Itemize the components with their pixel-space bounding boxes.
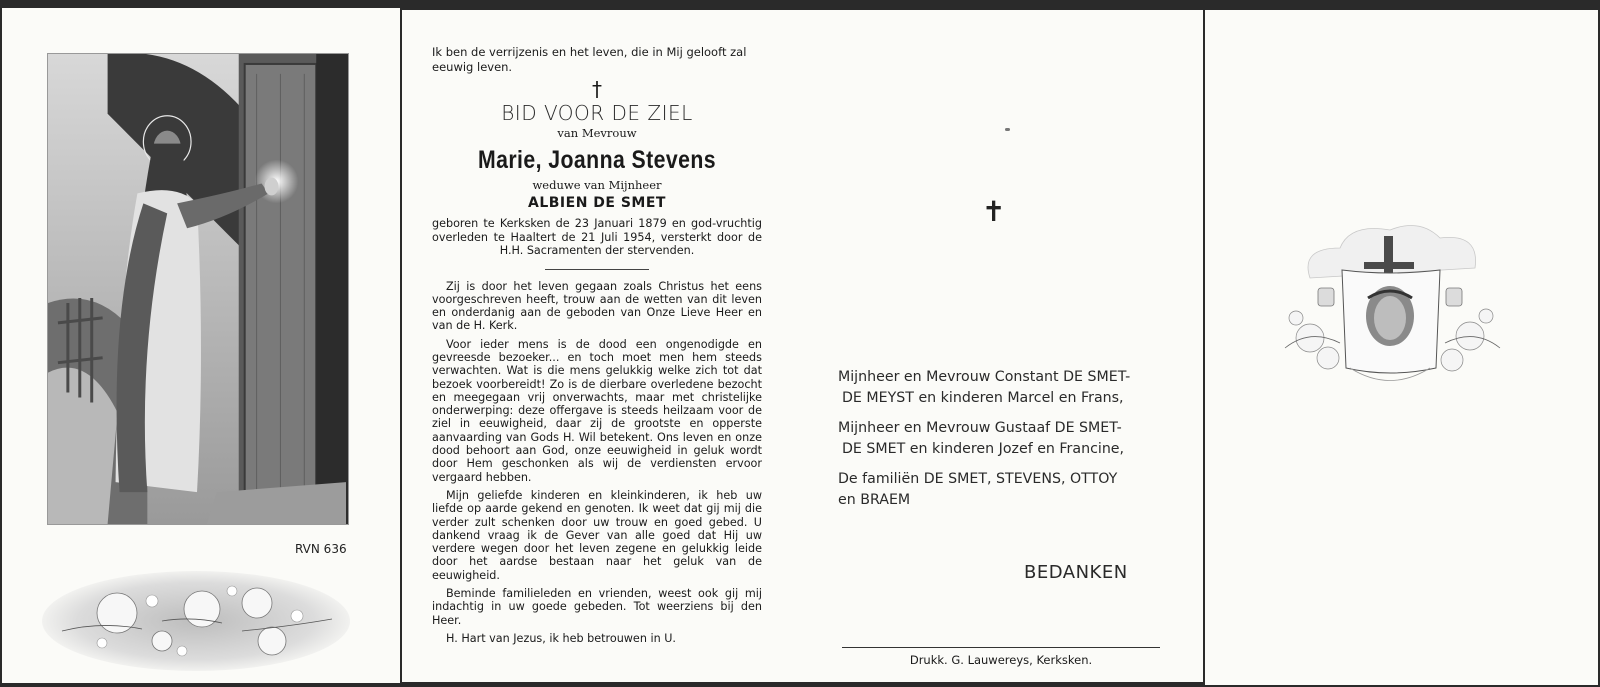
family-entry (838, 469, 1172, 511)
family-line: en BRAEM (838, 492, 911, 508)
printer-credit: Drukk. G. Lauwereys, Kerksken. (909, 653, 1093, 667)
card-text-panel (402, 10, 1203, 682)
cross-icon: † (592, 77, 602, 101)
thanks-text: BEDANKEN (1024, 562, 1128, 583)
bible-verse: Ik ben de verrijzenis en het leven, die in Mij gelooft zal eeuwig leven. (432, 45, 747, 74)
ornate-cross-icon: ✝ (982, 195, 1006, 228)
family-line: DE MEYST en kinderen Marcel en Frans, (842, 390, 1124, 406)
paragraph-1: Zij is door het leven gegaan zoals Christus het eens voorgeschreven heeft, trouw aan de wetten van dit leven en onderdanig aan de geboden van Onze Lieve Heer en van de H. Kerk. (432, 279, 762, 333)
prayer-heading: BID VOOR DE ZIEL (501, 101, 693, 125)
husband-name: ALBIEN DE SMET (528, 195, 666, 211)
image-code: RVN 636 (295, 542, 347, 556)
widow-of: weduwe van Mijnheer (532, 178, 662, 192)
memorial-text-column (432, 45, 762, 650)
family-entry (838, 367, 1172, 409)
birth-death-info: geboren te Kerksken de 23 Januari 1879 en god-vruchtig overleden te Haaltert de 21 Juli 1954, versterkt door de H.H. Sacramenten der stervenden. (432, 217, 762, 257)
paragraph-3: Mijn geliefde kinderen en kleinkinderen, ik heb uw liefde op aarde gekend en genoten. Ik weet dat gij mij die verder zult schenken door uw trouw en goed gebed. U dankend vraag ik de Gever van alle goed dat Hij uw verdere wegen door het leven zegene en gelukkig leide door het aardse bestaan naar het geluk van de eeuwigheid. (432, 488, 762, 582)
card-back-panel (1205, 10, 1598, 685)
family-line: De familiën DE SMET, STEVENS, OTTOY (838, 471, 1118, 487)
jesus-at-door-picture (47, 53, 349, 525)
separator-line (545, 269, 649, 270)
paragraph-5: H. Hart van Jezus, ik heb betrouwen in U. (446, 631, 676, 645)
van-mevrouw: van Mevrouw (557, 126, 637, 140)
deceased-name: Marie, Joanna Stevens (477, 146, 717, 174)
veronica-veil-emblem (1280, 218, 1505, 408)
family-entry (838, 418, 1172, 460)
printer-rule (842, 647, 1160, 648)
flower-ornament (42, 571, 350, 671)
card-front-panel (2, 8, 400, 683)
print-speck (1005, 128, 1010, 131)
paragraph-4: Beminde familieleden en vrienden, weest ook gij mij indachtig in uw goede gebeden. Tot weerziens bij den Heer. (432, 587, 762, 627)
family-line: DE SMET en kinderen Jozef en Francine, (842, 441, 1125, 457)
paragraph-2: Voor ieder mens is de dood een ongenodigde en gevreesde bezoeker... en toch moet men hem steeds verwachten. Wat is die mens gelukkig welke zich tot dat bezoek voorbereidt! Zo is de dierbare overledene bezocht en meegegaan vrij onverwachts, maar met christelijke onderwerping: deze offergave is steeds heilzaam voor de ziel in eeuwigheid, daar zij de grootste en opperste aanvaarding van Gods H. Wil betekent. Ons leven en onze dood behoort aan God, onze eeuwigheid in geluk wordt door Hem geschonken als wij de verdiensten ervoor vergaard hebben. (432, 337, 762, 484)
family-line: Mijnheer en Mevrouw Gustaaf DE SMET- (838, 420, 1122, 436)
family-line: Mijnheer en Mevrouw Constant DE SMET- (838, 369, 1131, 385)
family-list (838, 367, 1172, 520)
